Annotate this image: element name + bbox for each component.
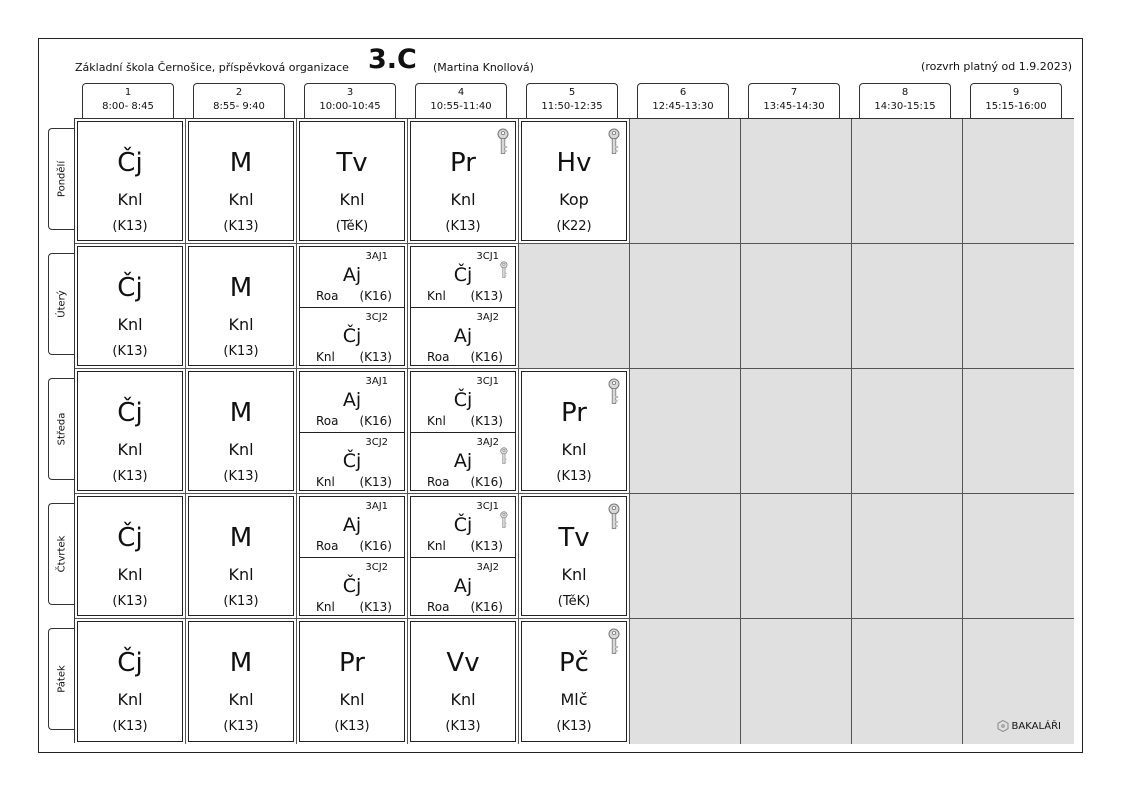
group-name: 3CJ2 — [365, 312, 388, 323]
group-lesson[interactable] — [411, 557, 515, 618]
period-number: 3 — [346, 87, 354, 98]
empty-slot — [741, 244, 852, 369]
teacher-abbrev: Knl — [427, 414, 446, 428]
class-title: 3.C — [368, 44, 417, 75]
room-code: (K13) — [223, 594, 259, 609]
lesson-box — [299, 496, 405, 616]
empty-slot — [963, 119, 1074, 244]
lesson-cell[interactable] — [186, 494, 297, 619]
subject-abbrev: Čj — [342, 450, 362, 472]
room-code: (K16) — [470, 350, 503, 364]
lesson-cell[interactable] — [186, 369, 297, 494]
subject-abbrev: M — [229, 648, 253, 678]
period-number: 7 — [790, 87, 798, 98]
lesson-box — [188, 121, 294, 241]
empty-slot — [963, 494, 1074, 619]
key-icon — [608, 378, 620, 406]
lesson-cell[interactable] — [408, 369, 519, 494]
lesson-cell[interactable] — [75, 119, 186, 244]
lesson-box — [410, 371, 516, 491]
period-number: 1 — [124, 87, 132, 98]
group-name: 3AJ1 — [365, 251, 388, 262]
group-name: 3AJ2 — [476, 312, 499, 323]
lesson-box — [77, 246, 183, 366]
group-lesson[interactable] — [300, 247, 404, 307]
lesson-cell[interactable] — [408, 119, 519, 244]
key-icon — [500, 261, 508, 279]
lesson-cell[interactable] — [297, 619, 408, 744]
teacher-abbrev: Knl — [117, 190, 143, 209]
day-label-4 — [48, 503, 74, 605]
room-code: (K13) — [445, 219, 481, 234]
bakalari-logo-icon — [997, 720, 1009, 732]
period-number: 6 — [679, 87, 687, 98]
lesson-cell[interactable] — [75, 494, 186, 619]
lesson-cell[interactable] — [297, 369, 408, 494]
key-icon — [500, 511, 508, 529]
room-code: (K13) — [359, 475, 392, 489]
day-name: Pátek — [56, 665, 67, 693]
key-icon — [608, 128, 620, 156]
group-name: 3AJ2 — [476, 437, 499, 448]
room-code: (K13) — [470, 539, 503, 553]
day-label-1 — [48, 128, 74, 230]
lesson-cell[interactable] — [519, 494, 630, 619]
period-number: 9 — [1012, 87, 1020, 98]
subject-abbrev: M — [229, 398, 253, 428]
period-time: 14:30-15:15 — [874, 101, 936, 112]
validity-note: (rozvrh platný od 1.9.2023) — [921, 60, 1072, 73]
room-code: (K13) — [112, 219, 148, 234]
lesson-cell[interactable] — [75, 244, 186, 369]
subject-abbrev: Vv — [446, 648, 480, 678]
lesson-cell[interactable] — [297, 119, 408, 244]
period-header-4 — [415, 83, 507, 118]
room-code: (K13) — [223, 219, 259, 234]
lesson-cell[interactable] — [297, 244, 408, 369]
teacher-abbrev: Kop — [559, 190, 589, 209]
lesson-cell[interactable] — [186, 619, 297, 744]
group-lesson[interactable] — [300, 557, 404, 618]
room-code: (K13) — [112, 719, 148, 734]
teacher-abbrev: Knl — [316, 600, 335, 614]
group-lesson[interactable] — [411, 307, 515, 368]
room-code: (K16) — [359, 414, 392, 428]
empty-slot — [630, 494, 741, 619]
period-number: 2 — [235, 87, 243, 98]
key-icon — [500, 447, 508, 465]
subject-abbrev: Čj — [453, 264, 473, 286]
period-header-8 — [859, 83, 951, 118]
teacher-abbrev: Knl — [450, 690, 476, 709]
lesson-box — [77, 121, 183, 241]
room-code: (K13) — [359, 350, 392, 364]
lesson-box — [410, 496, 516, 616]
period-header-2 — [193, 83, 285, 118]
key-icon — [608, 503, 620, 531]
lesson-box — [77, 371, 183, 491]
empty-slot — [630, 369, 741, 494]
lesson-box — [188, 371, 294, 491]
empty-slot — [741, 119, 852, 244]
group-name: 3CJ2 — [365, 562, 388, 573]
teacher-abbrev: Knl — [228, 440, 254, 459]
lesson-cell[interactable] — [297, 494, 408, 619]
day-name: Středa — [56, 412, 67, 446]
group-name: 3CJ1 — [476, 376, 499, 387]
lesson-cell[interactable] — [75, 369, 186, 494]
school-name: Základní škola Černošice, příspěvková organizace — [75, 61, 349, 74]
room-code: (K13) — [359, 600, 392, 614]
subject-abbrev: Aj — [453, 325, 473, 347]
teacher-abbrev: Knl — [316, 475, 335, 489]
lesson-cell[interactable] — [519, 619, 630, 744]
room-code: (K13) — [112, 594, 148, 609]
subject-abbrev: Čj — [342, 325, 362, 347]
subject-abbrev: Čj — [117, 523, 143, 553]
teacher-abbrev: Knl — [427, 539, 446, 553]
period-header-6 — [637, 83, 729, 118]
teacher-abbrev: Roa — [316, 289, 339, 303]
room-code: (K16) — [470, 600, 503, 614]
room-code: (K13) — [334, 719, 370, 734]
group-name: 3AJ1 — [365, 501, 388, 512]
group-lesson[interactable] — [411, 432, 515, 493]
key-icon — [497, 128, 509, 156]
lesson-cell[interactable] — [75, 619, 186, 744]
empty-slot — [519, 244, 630, 369]
group-name: 3CJ1 — [476, 251, 499, 262]
teacher-abbrev: Knl — [561, 565, 587, 584]
subject-abbrev: Čj — [117, 273, 143, 303]
teacher-abbrev: Roa — [427, 350, 450, 364]
teacher-abbrev: Knl — [228, 315, 254, 334]
subject-abbrev: Čj — [117, 148, 143, 178]
subject-abbrev: Aj — [342, 264, 362, 286]
period-time: 11:50-12:35 — [541, 101, 603, 112]
room-code: (K13) — [445, 719, 481, 734]
day-name: Pondělí — [56, 160, 67, 198]
subject-abbrev: Tv — [336, 148, 368, 178]
group-name: 3AJ1 — [365, 376, 388, 387]
period-time: 12:45-13:30 — [652, 101, 714, 112]
teacher-abbrev: Knl — [117, 440, 143, 459]
teacher-abbrev: Knl — [228, 690, 254, 709]
lesson-box — [521, 621, 627, 742]
period-time: 13:45-14:30 — [763, 101, 825, 112]
room-code: (K16) — [470, 475, 503, 489]
key-icon — [608, 628, 620, 656]
lesson-cell[interactable] — [408, 494, 519, 619]
lesson-cell[interactable] — [186, 119, 297, 244]
teacher-abbrev: Knl — [561, 440, 587, 459]
room-code: (K13) — [470, 414, 503, 428]
period-time: 15:15-16:00 — [985, 101, 1047, 112]
lesson-box — [299, 246, 405, 366]
subject-abbrev: Aj — [453, 450, 473, 472]
empty-slot — [963, 244, 1074, 369]
teacher-abbrev: Knl — [339, 690, 365, 709]
lesson-box — [299, 121, 405, 241]
bakalari-label: BAKALÁŘI — [1011, 720, 1061, 732]
teacher-abbrev: Knl — [228, 565, 254, 584]
group-name: 3CJ1 — [476, 501, 499, 512]
teacher-abbrev: Knl — [228, 190, 254, 209]
room-code: (K13) — [556, 719, 592, 734]
teacher-abbrev: Roa — [427, 475, 450, 489]
lesson-box — [188, 621, 294, 742]
empty-slot — [630, 619, 741, 744]
teacher-abbrev: Knl — [117, 565, 143, 584]
day-name: Čtvrtek — [56, 535, 67, 573]
subject-abbrev: Pč — [559, 648, 589, 678]
room-code: (K13) — [223, 469, 259, 484]
subject-abbrev: Čj — [117, 648, 143, 678]
bakalari-brand — [997, 720, 1061, 732]
lesson-cell[interactable] — [519, 119, 630, 244]
period-header-7 — [748, 83, 840, 118]
subject-abbrev: Čj — [342, 575, 362, 597]
room-code: (K13) — [223, 344, 259, 359]
subject-abbrev: Tv — [558, 523, 590, 553]
group-lesson[interactable] — [300, 432, 404, 493]
group-lesson[interactable] — [300, 372, 404, 432]
room-code: (K13) — [112, 469, 148, 484]
lesson-box — [299, 371, 405, 491]
group-name: 3AJ2 — [476, 562, 499, 573]
empty-slot — [741, 619, 852, 744]
period-time: 10:55-11:40 — [430, 101, 492, 112]
lesson-cell[interactable] — [408, 619, 519, 744]
subject-abbrev: Čj — [117, 398, 143, 428]
room-code: (K13) — [223, 719, 259, 734]
period-time: 8:55- 9:40 — [213, 101, 265, 112]
teacher-abbrev: Mlč — [560, 690, 588, 709]
group-lesson[interactable] — [411, 497, 515, 557]
day-label-5 — [48, 628, 74, 730]
subject-abbrev: M — [229, 523, 253, 553]
room-code: (K16) — [359, 289, 392, 303]
group-name: 3CJ2 — [365, 437, 388, 448]
day-label-3 — [48, 378, 74, 480]
empty-slot — [741, 369, 852, 494]
empty-slot — [852, 244, 963, 369]
teacher-abbrev: Knl — [117, 315, 143, 334]
teacher-abbrev: Knl — [316, 350, 335, 364]
empty-slot — [630, 119, 741, 244]
subject-abbrev: Čj — [453, 514, 473, 536]
subject-abbrev: Pr — [339, 648, 365, 678]
lesson-cell[interactable] — [186, 244, 297, 369]
subject-abbrev: M — [229, 273, 253, 303]
room-code: (TěK) — [335, 219, 369, 234]
empty-slot — [852, 369, 963, 494]
lesson-box — [410, 246, 516, 366]
subject-abbrev: M — [229, 148, 253, 178]
group-lesson[interactable] — [300, 307, 404, 368]
period-header-5 — [526, 83, 618, 118]
lesson-box — [77, 496, 183, 616]
group-lesson[interactable] — [411, 247, 515, 307]
teacher-abbrev: Knl — [117, 690, 143, 709]
teacher-abbrev: Roa — [427, 600, 450, 614]
class-teacher: (Martina Knollová) — [433, 61, 534, 74]
room-code: (TěK) — [557, 594, 591, 609]
lesson-box — [410, 621, 516, 742]
period-header-1 — [82, 83, 174, 118]
day-name: Úterý — [56, 290, 67, 318]
empty-slot — [741, 494, 852, 619]
empty-slot — [630, 244, 741, 369]
subject-abbrev: Aj — [342, 514, 362, 536]
room-code: (K13) — [112, 344, 148, 359]
lesson-cell[interactable] — [408, 244, 519, 369]
subject-abbrev: Aj — [453, 575, 473, 597]
period-number: 5 — [568, 87, 576, 98]
period-number: 4 — [457, 87, 465, 98]
room-code: (K16) — [359, 539, 392, 553]
period-header-3 — [304, 83, 396, 118]
period-number: 8 — [901, 87, 909, 98]
period-time: 8:00- 8:45 — [102, 101, 154, 112]
subject-abbrev: Hv — [556, 148, 592, 178]
subject-abbrev: Pr — [450, 148, 476, 178]
subject-abbrev: Čj — [453, 389, 473, 411]
subject-abbrev: Pr — [561, 398, 587, 428]
lesson-cell[interactable] — [519, 369, 630, 494]
empty-slot — [852, 619, 963, 744]
period-time: 10:00-10:45 — [319, 101, 381, 112]
teacher-abbrev: Knl — [427, 289, 446, 303]
subject-abbrev: Aj — [342, 389, 362, 411]
empty-slot — [963, 369, 1074, 494]
room-code: (K22) — [556, 219, 592, 234]
teacher-abbrev: Knl — [339, 190, 365, 209]
lesson-box — [299, 621, 405, 742]
day-label-2 — [48, 253, 74, 355]
lesson-box — [521, 371, 627, 491]
empty-slot — [852, 119, 963, 244]
timetable-grid — [74, 118, 1074, 743]
teacher-abbrev: Knl — [450, 190, 476, 209]
period-header-9 — [970, 83, 1062, 118]
teacher-abbrev: Roa — [316, 539, 339, 553]
teacher-abbrev: Roa — [316, 414, 339, 428]
room-code: (K13) — [556, 469, 592, 484]
group-lesson[interactable] — [300, 497, 404, 557]
lesson-box — [521, 121, 627, 241]
lesson-box — [188, 496, 294, 616]
empty-slot — [852, 494, 963, 619]
room-code: (K13) — [470, 289, 503, 303]
lesson-box — [188, 246, 294, 366]
group-lesson[interactable] — [411, 372, 515, 432]
lesson-box — [410, 121, 516, 241]
lesson-box — [77, 621, 183, 742]
lesson-box — [521, 496, 627, 616]
